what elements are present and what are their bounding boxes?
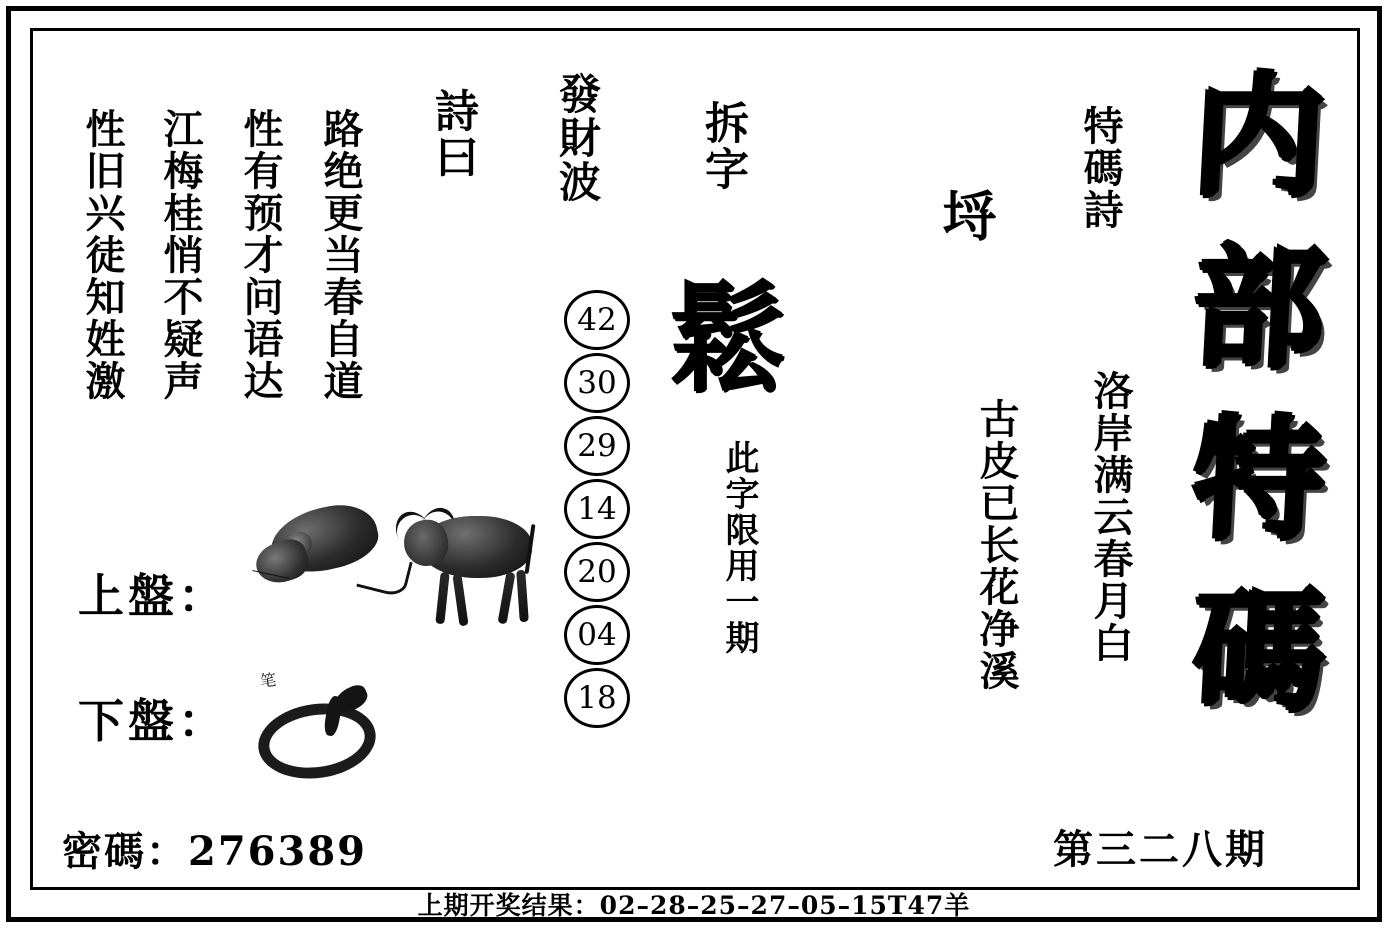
last-draw-result: 上期开奖结果：02–28–25–27–05–15T47羊 [417, 891, 971, 920]
facai-number: 14 [564, 479, 630, 539]
tema-poem-line-2: 古皮已长花净溪 [973, 398, 1020, 692]
password-text: 密碼：276389 [62, 828, 367, 875]
poem-line-2: 性有预才问语达 [237, 108, 284, 402]
facai-number: 04 [564, 605, 630, 665]
masthead-char-4: 碼 [1188, 574, 1329, 730]
facai-number: 42 [564, 290, 630, 350]
tema-poem-line-1: 洛岸满云春月白 [1087, 370, 1134, 664]
snake-icon: 笔 [252, 662, 382, 772]
lower-set-label: 下盤： [78, 694, 228, 748]
upper-set-label: 上盤： [78, 569, 228, 623]
ox-icon [398, 490, 548, 640]
poem-line-3: 江梅桂悄不疑声 [157, 108, 204, 402]
facai-title: 發財波 [553, 72, 602, 204]
facai-number: 29 [564, 416, 630, 476]
rat-icon [252, 500, 392, 620]
poem-line-4: 性旧兴徒知姓激 [79, 108, 126, 402]
masthead-title [1151, 52, 1366, 772]
chaizi-title: 拆字 [697, 100, 748, 192]
chaizi-big-character: 鬆 [668, 269, 787, 408]
tema-character: 埒 [934, 188, 998, 244]
facai-number: 20 [564, 542, 630, 602]
masthead-char-2: 部 [1188, 231, 1329, 387]
facai-number-list [556, 290, 638, 731]
issue-number: 第三二八期 [1053, 826, 1268, 873]
masthead-char-3: 特 [1188, 403, 1329, 559]
chaizi-note: 此字限用一期 [719, 440, 759, 656]
tema-poem-title: 特碼詩 [1077, 105, 1124, 231]
poem-line-1: 路绝更当春自道 [317, 108, 364, 402]
facai-number: 18 [564, 668, 630, 728]
poem-title: 詩曰 [427, 88, 478, 180]
masthead-char-1: 内 [1188, 60, 1329, 215]
facai-number: 30 [564, 353, 630, 413]
